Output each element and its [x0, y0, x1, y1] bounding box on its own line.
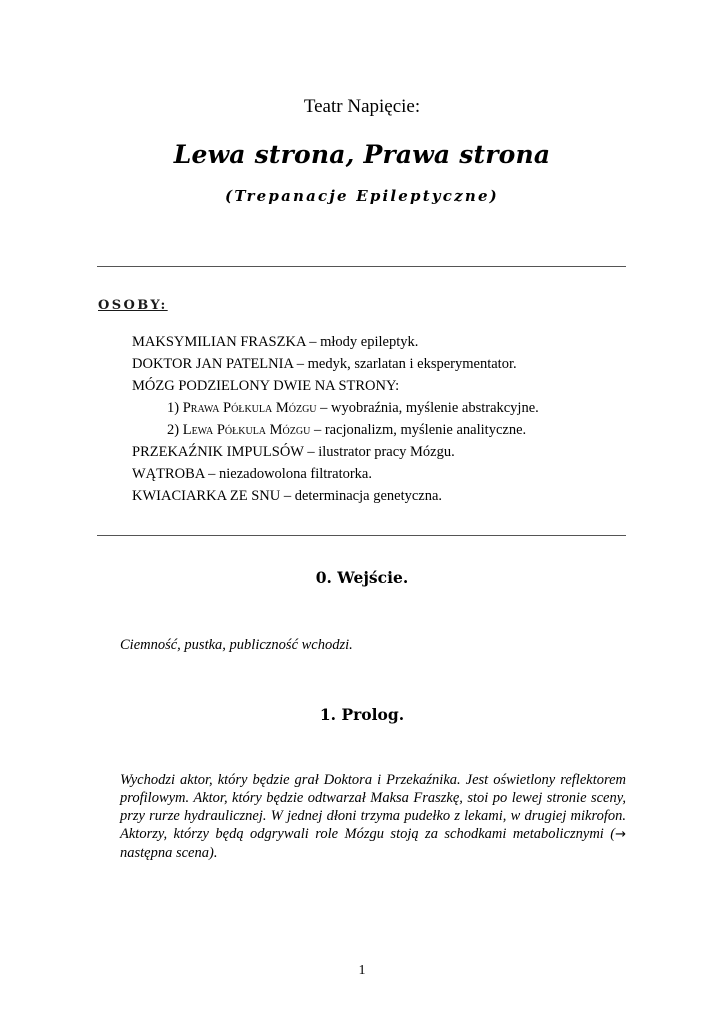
cast-item-description: – wyobraźnia, myślenie abstrakcyjne. [316, 400, 539, 416]
cast-item-name: Prawa Półkula Mózgu [182, 400, 317, 416]
cast-heading: OSOBY: [98, 298, 168, 313]
cast-item-prawa-polkula [132, 397, 539, 419]
cast-item-przekaznik: PRZEKAŹNIK IMPULSÓW – ilustrator pracy Mózgu. [132, 444, 455, 460]
scene-heading-wejscie: 0. Wejście. [315, 568, 409, 587]
arrow-right-icon: → [615, 827, 626, 842]
stage-direction-end: następna scena). [120, 845, 218, 861]
cast-item-kwiaciarka: KWIACIARKA ZE SNU – determinacja genetyczna. [132, 488, 443, 504]
cast-item-mozg: MÓZG PODZIELONY DWIE NA STRONY: [132, 378, 400, 394]
cast-item-maksymilian: MAKSYMILIAN FRASZKA – młody epileptyk. [132, 334, 419, 350]
cast-item-number: 2) [167, 422, 183, 438]
theatre-name: Teatr Napięcie: [303, 96, 421, 117]
stage-direction-wejscie: Ciemność, pustka, publiczność wchodzi. [120, 637, 353, 653]
stage-direction-prolog [120, 771, 626, 862]
divider-top [97, 266, 626, 267]
divider-bottom [97, 535, 626, 536]
cast-item-lewa-polkula [132, 419, 539, 441]
cast-item-watroba: WĄTROBA – niezadowolona filtratorka. [132, 466, 372, 482]
cast-item-description: – racjonalizm, myślenie analityczne. [310, 422, 527, 438]
play-title: Lewa strona, Prawa strona [173, 140, 551, 169]
cast-item-number: 1) [167, 400, 183, 416]
stage-direction-text: Wychodzi aktor, który będzie grał Doktora i Przekaźnika. Jest oświetlony reflektorem profilowym. Aktor, który będzie odtwarzał Maksa Fraszkę, stoi po lewej stronie sceny, przy rurze hydraulicznej. W jednej dłoni trzyma pudełko z lekami, w drugiej mikrofon. Aktorzy, którzy będą odgrywali role Mózgu stoją za schodkami metabolicznymi ( [120, 772, 626, 842]
page-number: 1 [358, 963, 366, 978]
scene-heading-prolog: 1. Prolog. [319, 705, 405, 724]
cast-item-name: Lewa Półkula Mózgu [182, 422, 311, 438]
cast-list [132, 331, 539, 507]
play-subtitle: (Trepanacje Epileptyczne) [225, 187, 499, 205]
cast-item-doktor: DOKTOR JAN PATELNIA – medyk, szarlatan i eksperymentator. [132, 356, 517, 372]
